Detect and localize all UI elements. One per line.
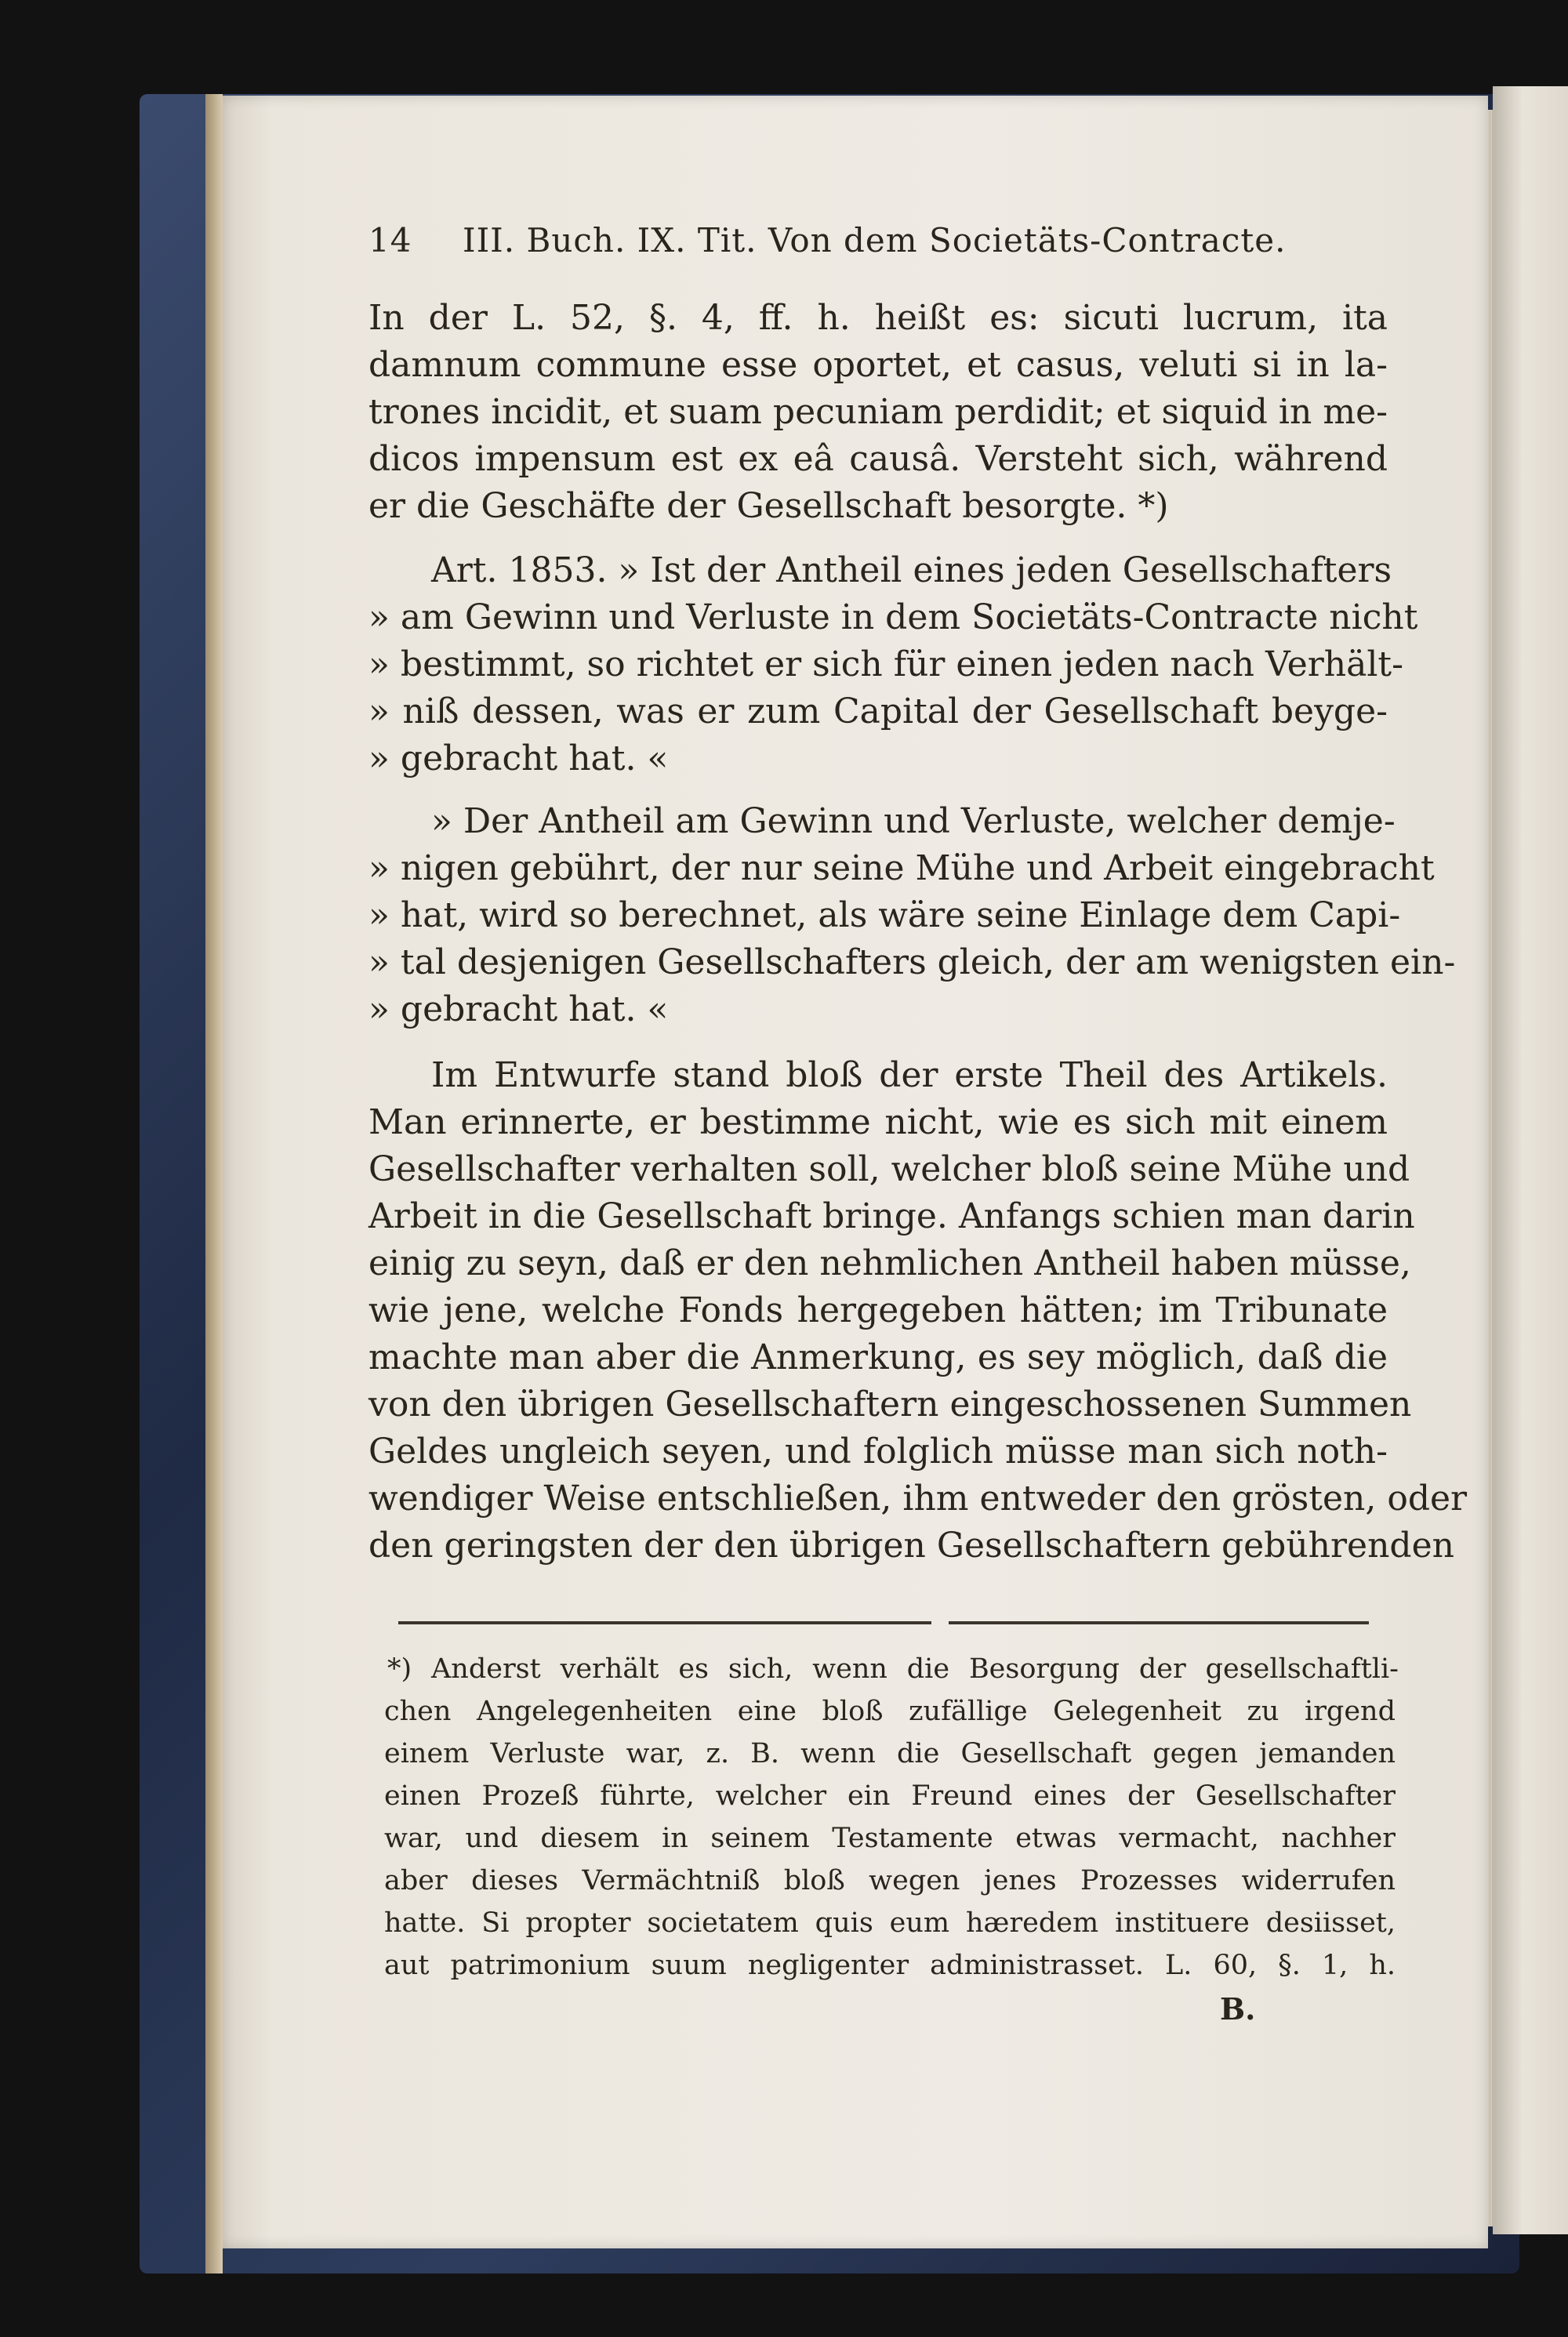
quote-line: » gebracht hat. «: [368, 738, 669, 778]
body-line: In der L. 52, §. 4, ff. h. heißt es: sicuti lucrum, ita: [368, 298, 1388, 338]
footnote-signature: B.: [1220, 1991, 1256, 2027]
running-header: [368, 221, 1388, 259]
body-line: wendiger Weise entschließen, ihm entweder den grösten, oder: [368, 1479, 1468, 1519]
article-line: Art. 1853. » Ist der Antheil eines jeden Gesellschafters: [431, 550, 1392, 590]
body-line: Im Entwurfe stand bloß der erste Theil des Artikels.: [431, 1055, 1388, 1095]
body-line: er die Geschäfte der Gesellschaft besorgte. *): [368, 486, 1169, 526]
footnote-line: war, und diesem in seinem Testamente etwas vermacht, nachher: [384, 1823, 1396, 1854]
quote-line: » tal desjenigen Gesellschafters gleich, der am wenigsten ein-: [368, 942, 1456, 982]
quote-line: » am Gewinn und Verluste in dem Societäts-Contracte nicht: [368, 597, 1418, 637]
quote-line: » hat, wird so berechnet, als wäre seine Einlage dem Capi-: [368, 895, 1401, 935]
quote-line: » niß dessen, was er zum Capital der Gesellschaft beyge-: [368, 691, 1388, 731]
quote-line: » bestimmt, so richtet er sich für einen jeden nach Verhält-: [368, 644, 1403, 684]
body-line: Gesellschafter verhalten soll, welcher bloß seine Mühe und: [368, 1149, 1410, 1189]
quote-line: » gebracht hat. «: [368, 989, 669, 1029]
footnote-line: einem Verluste war, z. B. wenn die Gesellschaft gegen jemanden: [384, 1738, 1396, 1769]
body-line: Arbeit in die Gesellschaft bringe. Anfangs schien man darin: [368, 1196, 1415, 1236]
footnote-line: aber dieses Vermächtniß bloß wegen jenes Prozesses widerrufen: [384, 1865, 1396, 1896]
body-line: Geldes ungleich seyen, und folglich müsse man sich noth-: [368, 1432, 1388, 1472]
body-line: machte man aber die Anmerkung, es sey möglich, daß die: [368, 1337, 1388, 1377]
facing-page-edge: [1493, 86, 1568, 2234]
body-line: einig zu seyn, daß er den nehmlichen Antheil haben müsse,: [368, 1243, 1411, 1283]
body-line: den geringsten der den übrigen Gesellschaftern gebührenden: [368, 1526, 1454, 1566]
footnote-line: *) Anderst verhält es sich, wenn die Besorgung der gesellschaftli-: [387, 1653, 1399, 1685]
footnote-line: aut patrimonium suum negligenter administrasset. L. 60, §. 1, h.: [384, 1950, 1396, 1981]
running-title: III. Buch. IX. Tit. Von dem Societäts-Contracte.: [463, 221, 1287, 259]
footnote-rule: [949, 1621, 1369, 1624]
body-line: damnum commune esse oportet, et casus, veluti si in la-: [368, 345, 1388, 385]
body-line: Man erinnerte, er bestimme nicht, wie es sich mit einem: [368, 1102, 1388, 1142]
body-line: von den übrigen Gesellschaftern eingeschossenen Summen: [368, 1384, 1412, 1424]
footnote-line: einen Prozeß führte, welcher ein Freund eines der Gesellschafter: [384, 1780, 1396, 1812]
quote-line: » Der Antheil am Gewinn und Verluste, welcher demje-: [431, 801, 1396, 841]
quote-line: » nigen gebührt, der nur seine Mühe und Arbeit eingebracht: [368, 848, 1435, 888]
body-line: wie jene, welche Fonds hergegeben hätten; im Tribunate: [368, 1290, 1388, 1330]
footnote-line: hatte. Si propter societatem quis eum hæredem instituere desiisset,: [384, 1907, 1396, 1939]
footnote-line: chen Angelegenheiten eine bloß zufällige Gelegenheit zu irgend: [384, 1696, 1396, 1727]
body-line: trones incidit, et suam pecuniam perdidit; et siquid in me-: [368, 392, 1388, 432]
footnote-rule: [398, 1621, 931, 1624]
body-line: dicos impensum est ex eâ causâ. Versteht sich, während: [368, 439, 1388, 479]
page-number: 14: [368, 221, 412, 259]
page-gutter: [205, 94, 223, 2273]
